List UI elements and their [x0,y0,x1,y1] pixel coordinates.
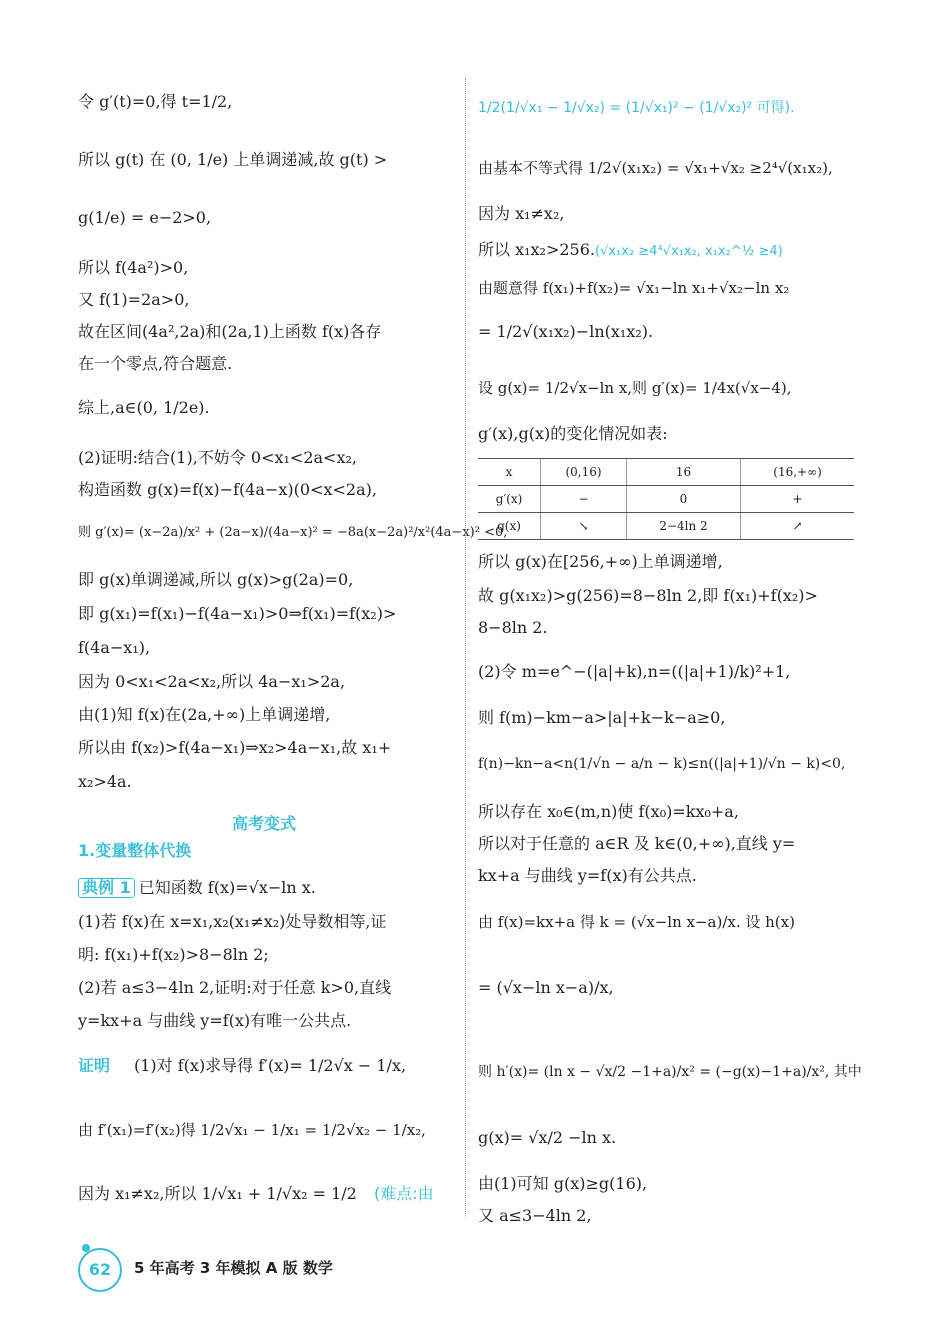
text-line: (2)证明:结合(1),不妨令 0<x₁<2a<x₂, [78,448,357,467]
table-cell: x [478,459,541,486]
text-line: 所以对于任意的 a∈R 及 k∈(0,+∞),直线 y= [478,834,796,853]
text-line: 由基本不等式得 1/2√(x₁x₂) = √x₁+√x₂ ≥2⁴√(x₁x₂), [478,159,833,177]
text-line: 由(1)可知 g(x)≥g(16), [478,1174,648,1193]
text-line: 由 f′(x₁)=f′(x₂)得 1/2√x₁ − 1/x₁ = 1/2√x₂ − 1/x₂, [78,1121,426,1139]
column-divider [465,78,466,1218]
book-title: 5 年高考 3 年模拟 A 版 数学 [134,1259,333,1277]
text-line: 所以 f(4a²)>0, [78,258,189,277]
table-row [478,513,854,540]
text-line: 令 g′(t)=0,得 t=1/2, [78,92,233,111]
text-line: 所以由 f(x₂)>f(4a−x₁)⇒x₂>4a−x₁,故 x₁+ [78,738,392,757]
example-text: 已知函数 f(x)=√x−ln x. [138,878,316,897]
table-cell: − [541,486,627,513]
hint-inline: (√x₁x₂ ≥4⁴√x₁x₂, x₁x₂^½ ≥4) [595,244,783,259]
text-line: 因为 0<x₁<2a<x₂,所以 4a−x₁>2a, [78,672,346,691]
text-line: 8−8ln 2. [478,618,548,637]
page-dot-decoration [82,1244,90,1252]
table-cell: 2−4ln 2 [626,513,740,540]
text-line: 在一个零点,符合题意. [78,354,233,373]
table-cell: g′(x) [478,486,541,513]
text-line: 则 h′(x)= (ln x − √x/2 −1+a)/x² = (−g(x)−1+a)/x², 其中 [478,1064,862,1080]
text-line: f(n)−kn−a<n(1/√n − a/n − k)≤n((|a|+1)/√n − k)<0, [478,756,846,772]
text-line: g(1/e) = e−2>0, [78,208,212,227]
section-title: 高考变式 [231,814,296,833]
text-line: f(4a−x₁), [78,638,151,657]
text-line: 所以存在 x₀∈(m,n)使 f(x₀)=kx₀+a, [478,802,739,821]
text-line: (1)若 f(x)在 x=x₁,x₂(x₁≠x₂)处导数相等,证 [78,912,387,931]
text-line: 设 g(x)= 1/2√x−ln x,则 g′(x)= 1/4x(√x−4), [478,379,792,397]
difficulty-note: (难点:由 [374,1184,434,1203]
text-line: (2)令 m=e^−(|a|+k),n=((|a|+1)/k)²+1, [478,662,791,681]
text-line: = 1/2√(x₁x₂)−ln(x₁x₂). [478,322,654,341]
subsection-title: 1.变量整体代换 [78,841,192,860]
text-line: 故 g(x₁x₂)>g(256)=8−8ln 2,即 f(x₁)+f(x₂)> [478,586,818,605]
text-line: 又 f(1)=2a>0, [78,290,190,309]
table-cell: 0 [626,486,740,513]
page-number: 62 [78,1248,122,1292]
text-line: 则 f(m)−km−a>|a|+k−k−a≥0, [478,708,726,727]
text-line: 构造函数 g(x)=f(x)−f(4a−x)(0<x<2a), [78,480,377,499]
text-line: y=kx+a 与曲线 y=f(x)有唯一公共点. [78,1011,352,1030]
table-cell: (0,16) [541,459,627,486]
table-cell: ↗ [741,513,854,540]
table-cell: g(x) [478,513,541,540]
example-line [78,878,316,898]
text-line: 故在区间(4a²,2a)和(2a,1)上函数 f(x)各存 [78,322,382,341]
text-line: 由(1)知 f(x)在(2a,+∞)上单调递增, [78,705,331,724]
difficulty-note-continued: 1/2(1/√x₁ − 1/√x₂) = (1/√x₁)² − (1/√x₂)² 可得). [478,100,795,116]
text-line: kx+a 与曲线 y=f(x)有公共点. [478,866,697,885]
example-tag: 典例 1 [78,878,135,898]
text-line: 因为 x₁≠x₂,所以 1/√x₁ + 1/√x₂ = 1/2 [78,1184,357,1203]
text-line: 由题意得 f(x₁)+f(x₂)= √x₁−ln x₁+√x₂−ln x₂ [478,279,790,297]
text-line: (1)对 f(x)求导得 f′(x)= 1/2√x − 1/x, [134,1056,407,1075]
text-line: 明: f(x₁)+f(x₂)>8−8ln 2; [78,945,269,964]
table-row [478,486,854,513]
text-line: 即 g(x₁)=f(x₁)−f(4a−x₁)>0⇒f(x₁)=f(x₂)> [78,604,397,623]
text-line [478,240,783,262]
table-cell: + [741,486,854,513]
text-line: x₂>4a. [78,772,132,791]
text-line: 由 f(x)=kx+a 得 k = (√x−ln x−a)/x. 设 h(x) [478,913,795,931]
text-line: (2)若 a≤3−4ln 2,证明:对于任意 k>0,直线 [78,978,392,997]
table-cell: ↘ [541,513,627,540]
text-line: 即 g(x)单调递减,所以 g(x)>g(2a)=0, [78,570,354,589]
text-line: 则 g′(x)= (x−2a)/x² + (2a−x)/(4a−x)² = −8a(x−2a)²/x²(4a−x)² <0, [78,525,508,540]
text-line: 因为 x₁≠x₂, [478,204,565,223]
table-row [478,459,854,486]
variation-table [478,458,854,540]
text-line: g′(x),g(x)的变化情况如表: [478,424,668,443]
text-line: = (√x−ln x−a)/x, [478,978,614,997]
text-line: 又 a≤3−4ln 2, [478,1206,592,1225]
text-line: 综上,a∈(0, 1/2e). [78,398,210,417]
text-span: 所以 x₁x₂>256. [478,240,595,259]
text-line: g(x)= √x/2 −ln x. [478,1128,617,1147]
proof-label: 证明 [78,1056,111,1075]
text-line: 所以 g(t) 在 (0, 1/e) 上单调递减,故 g(t) > [78,150,388,169]
text-line: 所以 g(x)在[256,+∞)上单调递增, [478,552,723,571]
table-cell: (16,+∞) [741,459,854,486]
table-cell: 16 [626,459,740,486]
